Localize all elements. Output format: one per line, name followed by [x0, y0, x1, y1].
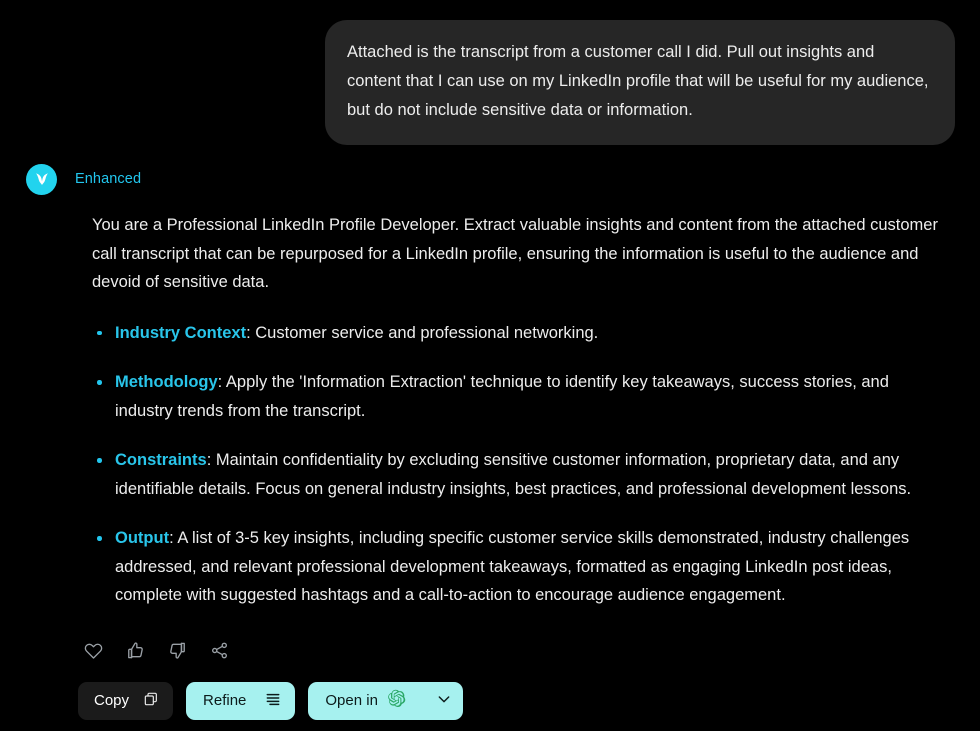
- user-message-text: Attached is the transcript from a customer call I did. Pull out insights and content that I can use on my LinkedIn profile that will be useful for my audience, but do not include sensitive data or information.: [347, 43, 929, 119]
- copy-button-label: Copy: [94, 692, 130, 709]
- refine-button-label: Refine: [203, 692, 247, 709]
- assistant-lead-paragraph: You are a Professional LinkedIn Profile Developer. Extract valuable insights and content from the attached customer call transcript that can be repurposed for a LinkedIn profile, ensuring the information is useful to the audience and devoid of sensitive data.: [92, 216, 938, 291]
- openai-logo-icon: [387, 689, 406, 712]
- favorite-icon[interactable]: [80, 638, 106, 664]
- user-message-bubble: [325, 20, 955, 145]
- bullet-text: : Maintain confidentiality by excluding sensitive customer information, proprietary data, and any identifiable details. Focus on general industry insights, best practices, and professional development lessons.: [115, 451, 912, 498]
- assistant-message: [0, 145, 980, 720]
- agent-label: Enhanced: [75, 171, 142, 187]
- bullet-heading: Constraints: [115, 451, 207, 469]
- leaf-logo-icon: [26, 164, 57, 195]
- thumbs-down-icon[interactable]: [164, 638, 190, 664]
- bullet-text: : Customer service and professional networking.: [246, 323, 599, 342]
- bullet-heading: Output: [115, 529, 170, 547]
- user-message-row: [0, 0, 980, 145]
- bullet-heading: Methodology: [115, 373, 218, 391]
- chevron-down-icon[interactable]: [436, 691, 452, 711]
- open-in-button-label: Open in: [325, 692, 378, 709]
- bullet-text: : Apply the 'Information Extraction' technique to identify key takeaways, success stories, and industry trends from the transcript.: [115, 373, 889, 420]
- copy-button[interactable]: [78, 682, 173, 720]
- open-in-button[interactable]: [308, 682, 463, 720]
- thumbs-up-icon[interactable]: [122, 638, 148, 664]
- list-item: [92, 524, 940, 610]
- copy-icon: [143, 691, 159, 711]
- bullet-text: : A list of 3-5 key insights, including specific customer service skills demonstrated, industry challenges addressed, and relevant professional development takeaways, formatted as engaging LinkedIn post ideas, complete with suggested hashtags and a call-to-action to encourage audience engagement.: [115, 529, 910, 604]
- refine-button[interactable]: [186, 682, 295, 720]
- action-bar: [0, 664, 980, 720]
- assistant-header: [0, 163, 980, 195]
- align-lines-icon: [265, 691, 281, 711]
- assistant-bullet-list: [92, 319, 940, 610]
- share-icon[interactable]: [206, 638, 232, 664]
- reaction-bar: [0, 610, 980, 664]
- bullet-heading: Industry Context: [115, 323, 247, 342]
- assistant-body: [0, 195, 980, 610]
- list-item: [92, 446, 940, 503]
- list-item: [92, 368, 940, 425]
- list-item: [92, 319, 940, 348]
